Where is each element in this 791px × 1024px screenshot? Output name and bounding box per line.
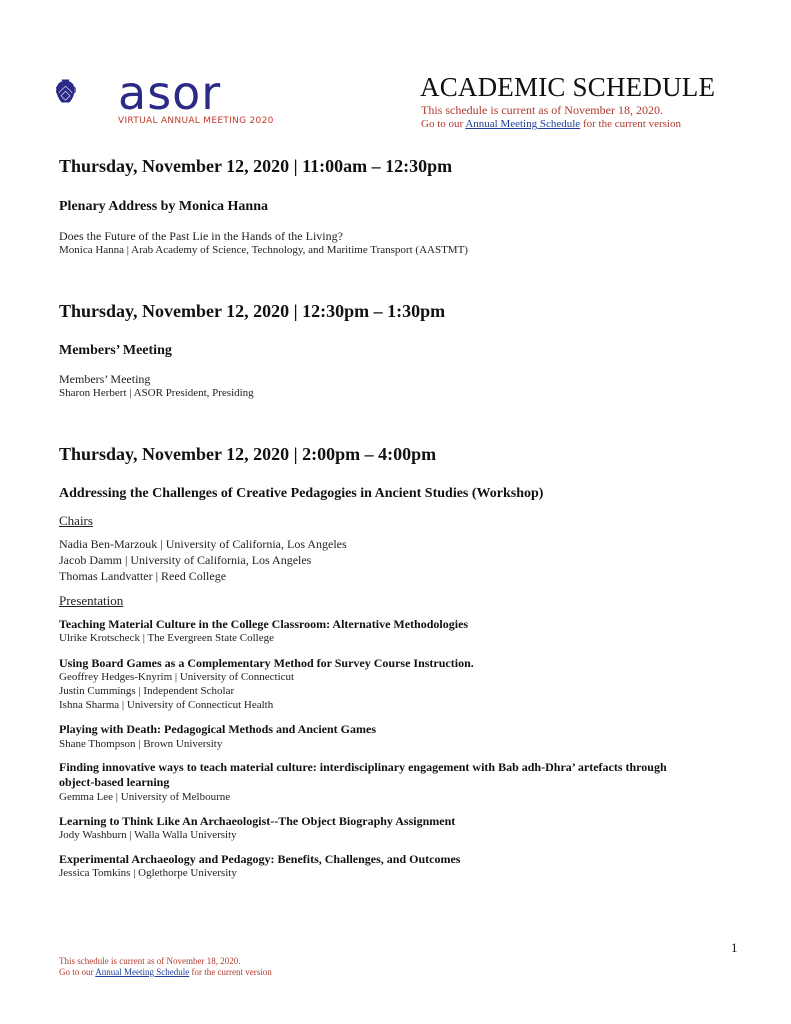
author-line: Justin Cummings | Independent Scholar — [59, 685, 235, 697]
annual-meeting-schedule-link[interactable]: Annual Meeting Schedule — [465, 118, 581, 130]
logo-wordmark: asor — [118, 66, 222, 120]
presentation-title: Using Board Games as a Complementary Method for Survey Course Instruction. — [59, 656, 474, 670]
presentation-title-cont: object-based learning — [59, 775, 170, 789]
session-title: Addressing the Challenges of Creative Pedagogies in Ancient Studies (Workshop) — [59, 486, 544, 501]
chair-line: Nadia Ben-Marzouk | University of California, Los Angeles — [59, 537, 347, 551]
author-line: Shane Thompson | Brown University — [59, 738, 223, 750]
author-line: Jody Washburn | Walla Walla University — [59, 829, 237, 841]
footer-current-note: This schedule is current as of November 18, 2020. — [59, 956, 241, 966]
logo-subtitle: VIRTUAL ANNUAL MEETING 2020 — [118, 116, 274, 126]
presentation-title: Learning to Think Like An Archaeologist--The Object Biography Assignment — [59, 814, 456, 828]
section-heading: Thursday, November 12, 2020 | 11:00am – 12:30pm — [59, 156, 453, 176]
author-line: Ulrike Krotscheck | The Evergreen State College — [59, 632, 274, 644]
section-heading: Thursday, November 12, 2020 | 12:30pm – 1:30pm — [59, 301, 446, 321]
author-line: Jessica Tomkins | Oglethorpe University — [59, 867, 237, 879]
chairs-label: Chairs — [59, 513, 93, 528]
chair-line: Thomas Landvatter | Reed College — [59, 569, 227, 583]
presentation-title: Experimental Archaeology and Pedagogy: Benefits, Challenges, and Outcomes — [59, 852, 461, 866]
chair-line: Jacob Damm | University of California, Los Angeles — [59, 553, 312, 567]
presentation-title: Finding innovative ways to teach material culture: interdisciplinary engagement with Bab adh-Dhra’ artefacts through — [59, 760, 667, 774]
speaker-line: Sharon Herbert | ASOR President, Presiding — [59, 387, 254, 399]
author-line: Ishna Sharma | University of Connecticut Health — [59, 699, 274, 711]
presentation-label: Presentation — [59, 593, 124, 608]
session-title: Members’ Meeting — [59, 343, 172, 358]
footer-annual-meeting-schedule-link[interactable]: Annual Meeting Schedule — [95, 967, 190, 977]
speaker-line: Monica Hanna | Arab Academy of Science, Technology, and Maritime Transport (AASTMT) — [59, 244, 468, 256]
page-number: 1 — [731, 940, 738, 955]
asor-logo — [56, 46, 126, 136]
author-line: Geoffrey Hedges-Knyrim | University of Connecticut — [59, 671, 295, 683]
presentation-title: Teaching Material Culture in the College Classroom: Alternative Methodologies — [59, 617, 469, 631]
current-note: This schedule is current as of November 18, 2020. — [421, 103, 663, 117]
page-title: ACADEMIC SCHEDULE — [420, 72, 716, 102]
talk-title: Does the Future of the Past Lie in the Hands of the Living? — [59, 229, 343, 243]
session-title: Plenary Address by Monica Hanna — [59, 199, 268, 214]
talk-title: Members’ Meeting — [59, 372, 151, 386]
presentation-title: Playing with Death: Pedagogical Methods and Ancient Games — [59, 722, 376, 736]
footer-version-note: Go to our Annual Meeting Schedule for the current version — [59, 967, 272, 977]
author-line: Gemma Lee | University of Melbourne — [59, 791, 231, 803]
section-heading: Thursday, November 12, 2020 | 2:00pm – 4:00pm — [59, 444, 437, 464]
version-note: Go to our Annual Meeting Schedule for the current version — [421, 118, 681, 130]
